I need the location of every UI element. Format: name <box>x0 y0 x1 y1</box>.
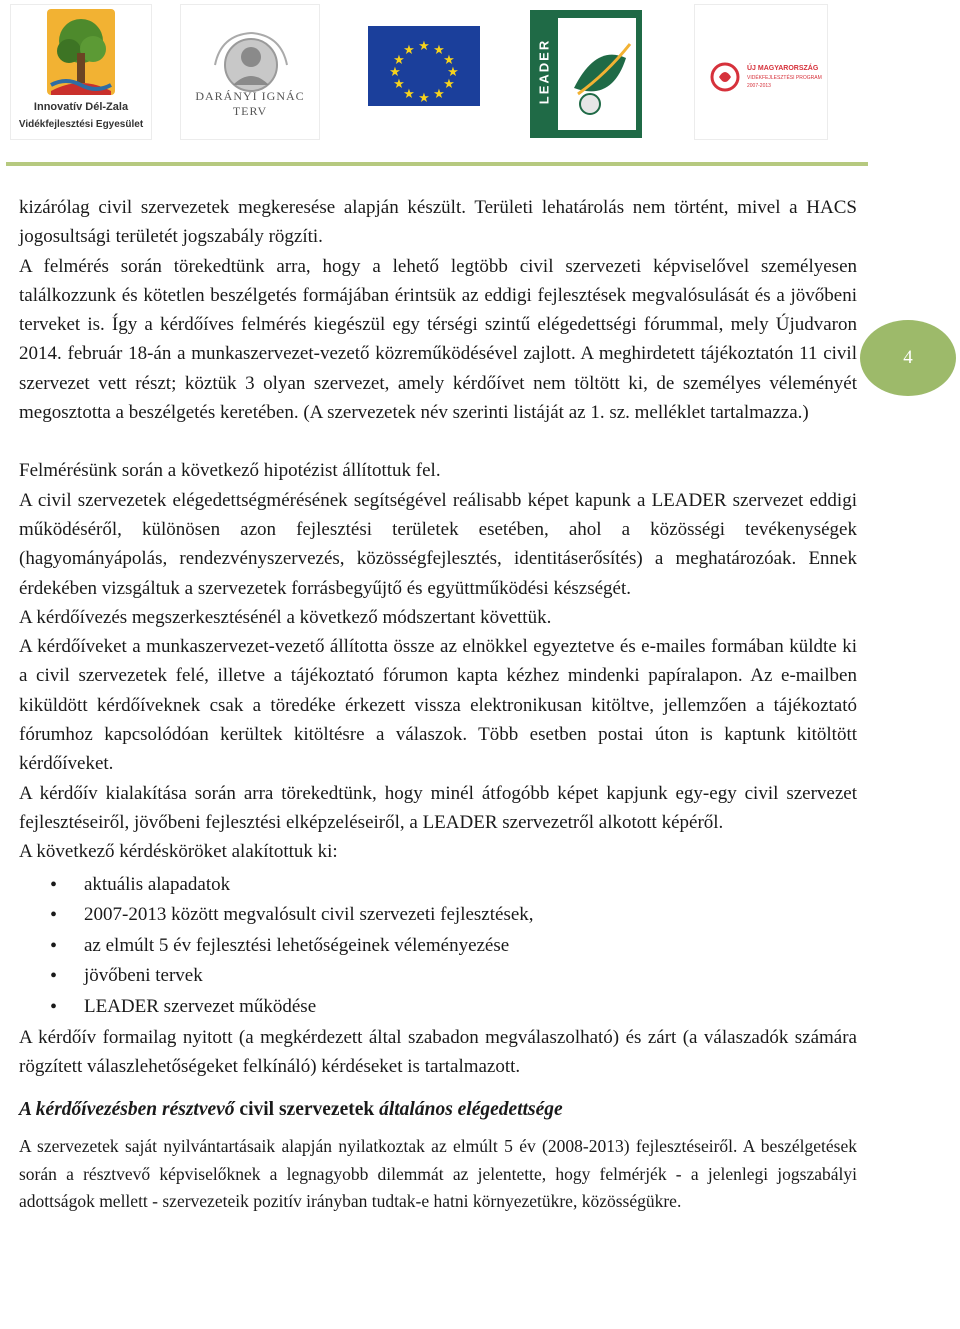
svg-text:★: ★ <box>447 65 459 80</box>
uj-magyarorszag-logo <box>694 4 828 140</box>
list-item: • az elmúlt 5 év fejlesztési lehetőségeinek véleményezése <box>19 931 857 962</box>
svg-text:★: ★ <box>443 77 455 92</box>
svg-text:★: ★ <box>389 65 401 80</box>
paragraph-questionnaire: A kérdőív kialakítása során arra törekedtünk, hogy minél átfogóbb képet kapjunk egy-egy civil szervezet fejlesztéseiről, jövőbeni fejlesztési elképzeléseiről, a LEADER szervezetről alkotott képéről. <box>19 782 857 833</box>
list-item: • LEADER szervezet működése <box>19 992 857 1023</box>
page-number-badge: 4 <box>860 320 956 396</box>
svg-text:★: ★ <box>433 87 445 102</box>
paragraph-methodology: A kérdőíveket a munkaszervezet-vezető állította össze az elnökkel egyeztetve és e-mailes formában küldte ki a civil szervezetek felé, illetve a tájékoztató fórumon kapta kézhez mindenki papíralapon. Az e-mailben kiküldött kérdőíveknek csak a töredéke érkezett vissza elektronikusan kitöltve, jellemzően a tájékoztató fórumhoz kapcsolódóan kerültek kitöltésre a válaszok. Több esetben postai úton is kaptunk kitöltött kérdőíveket. <box>19 636 857 775</box>
daranyi-ignac-terv-logo <box>180 4 320 140</box>
logo1-line2: Vidékfejlesztési Egyesület <box>18 119 144 130</box>
uj-magyarorszag-emblem-icon <box>705 57 745 97</box>
svg-text:★: ★ <box>393 77 405 92</box>
innovativ-del-zala-logo <box>10 4 152 140</box>
paragraph-2: A felmérés során törekedtünk arra, hogy a lehető legtöbb civil szervezeti képviselővel személyesen találkozzunk és kötetlen beszélgetés formájában érintsük az eddigi fejlesztések megvalósulását és a jövőbeni terveket is. Így a kérdőíves felmérés kiegészül egy térségi szintű elégedettségi fórummal, mely Újudvaron 2014. február 18-án a munkaszervezet-vezető közreműködésével zajlott. A meghirdetett tájékoztatón 11 civil szervezet vett részt; köztük 3 olyan szervezet, amely kérdőívet nem töltött ki, de személyes véleményét megosztotta a beszélgetés keretében. (A szervezetek név szerinti listáját az 1. sz. melléklet tartalmazza.) <box>19 255 857 424</box>
leader-logo <box>526 4 644 140</box>
section-heading-part1: A kérdőívezésben résztvevő <box>19 1099 235 1121</box>
document-body <box>19 193 857 1215</box>
section-heading-part2: civil szervezetek <box>234 1099 380 1121</box>
logo5-line1: ÚJ MAGYARORSZÁG <box>747 65 819 72</box>
svg-text:★: ★ <box>403 43 415 58</box>
list-item: • jövőbeni tervek <box>19 961 857 992</box>
section-paragraph: A szervezetek saját nyilvántartásaik alapján nyilatkoztak az elmúlt 5 év (2008-2013) fejlesztéseiről. A beszélgetések során a résztvevő képviselőknek a legnagyobb dilemmát az jelentette, hogy felmérjék - a jelenlegi jogszabályi adottságok mellett - szervezeteik pozitív irányban tudtak-e hatni környezetükre, közösségükre. <box>19 1136 857 1211</box>
logo2-text: DARÁNYI IGNÁC TERV <box>195 89 305 118</box>
paragraph-hypothesis: A civil szervezetek elégedettségmérésének segítségével reálisabb képet kapunk a LEADER szervezet eddigi működéséről, különösen azon fejlesztési területek esetében, ahol a közösségi tevékenységek (hagyományápolás, rendezvényszervezés, közösségfejlesztés, identitáserősítés) a meghatározóak. Ennek érdekében vizsgáltuk a szervezetek forrásbegyűjtő és együttműködési készségét. <box>19 489 857 599</box>
logo5-line3: 2007-2013 <box>747 83 771 89</box>
logo4-text: LEADER <box>536 38 552 105</box>
svg-text:★: ★ <box>443 53 455 68</box>
spacer <box>19 427 857 456</box>
svg-text:★: ★ <box>418 39 430 54</box>
topics-list <box>19 870 857 1023</box>
section-heading <box>19 1095 857 1125</box>
paragraph-hypothesis-intro: Felmérésünk során a következő hipotézist állítottuk fel. <box>19 460 441 482</box>
eu-flag-icon <box>354 4 494 140</box>
section-heading-part3: általános elégedettsége <box>379 1099 563 1121</box>
page-header <box>0 0 960 170</box>
svg-text:★: ★ <box>418 91 430 106</box>
header-divider <box>6 162 868 166</box>
svg-text:★: ★ <box>433 43 445 58</box>
logo5-line2: VIDÉKFEJLESZTÉSI PROGRAM <box>747 75 822 81</box>
logo1-line1: Innovatív Dél-Zala <box>33 101 129 113</box>
paragraph-question-types: A kérdőív formailag nyitott (a megkérdezett által szabadon megválaszolható) és zárt (a válaszadók számára rögzített válaszlehetőségeket felkínáló) kérdéseket is tartalmazott. <box>19 1026 857 1077</box>
eu-flag-logo <box>354 4 494 140</box>
svg-text:★: ★ <box>403 87 415 102</box>
paragraph-topics-intro: A következő kérdésköröket alakítottuk ki: <box>19 841 338 863</box>
svg-text:★: ★ <box>393 53 405 68</box>
paragraph-1: kizárólag civil szervezetek megkeresése alapján készült. Területi lehatárolás nem történt, mivel a HACS jogosultsági területét jogszabály rögzíti. <box>19 197 857 248</box>
list-item: • 2007-2013 között megvalósult civil szervezeti fejlesztések, <box>19 900 857 931</box>
paragraph-methodology-intro: A kérdőívezés megszerkesztésénél a következő módszertant követtük. <box>19 606 552 628</box>
list-item: • aktuális alapadatok <box>19 870 857 901</box>
